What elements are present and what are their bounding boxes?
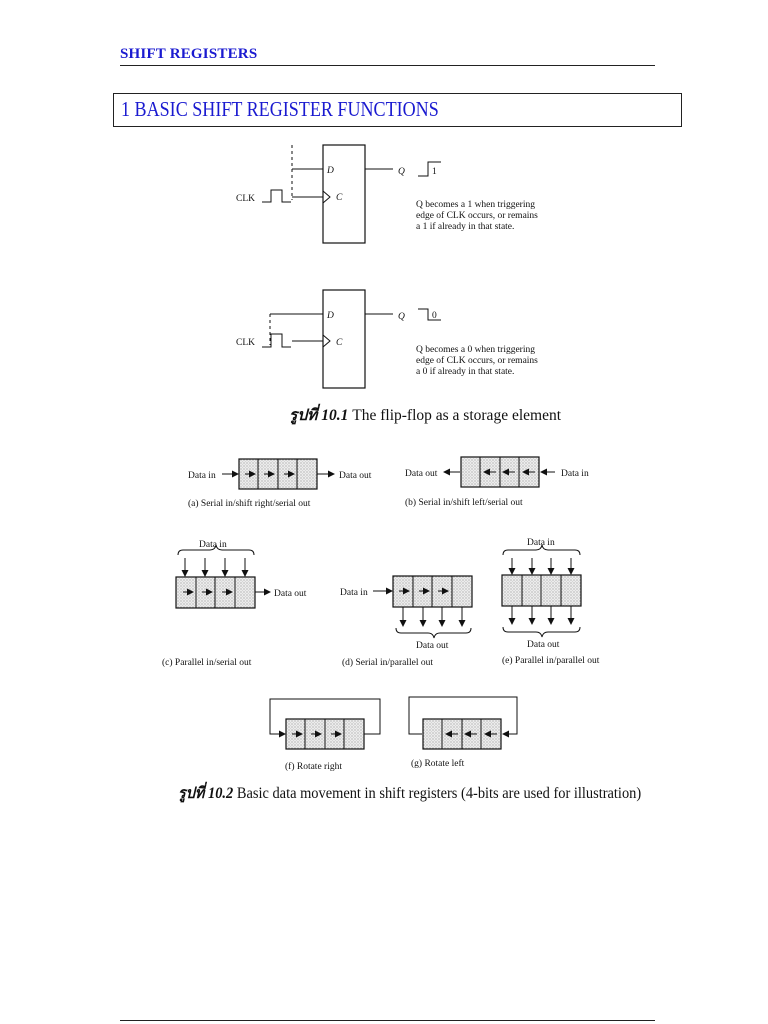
data-in-label: Data in [199,540,227,550]
d-label: D [327,311,334,321]
diagram-caption: (a) Serial in/shift right/serial out [188,499,311,509]
section-title: 1 BASIC SHIFT REGISTER FUNCTIONS [121,97,439,121]
diagram-caption: (c) Parallel in/serial out [162,658,252,668]
d-label: D [327,166,334,176]
q-label: Q [398,312,405,322]
c-label: C [336,338,343,348]
q-waveform-low [418,309,441,320]
note-line: edge of CLK occurs, or remains [416,356,538,366]
note-line: edge of CLK occurs, or remains [416,211,538,221]
brace [178,545,254,555]
brace [396,628,471,638]
diagram-c-parallel-in-serial-out [162,540,307,668]
diagram-a-serial-shift-right [188,459,372,509]
q-value: 0 [432,311,437,321]
flip-flop-box [323,290,365,388]
figure-10-2-caption [178,780,641,805]
diagram-caption: (b) Serial in/shift left/serial out [405,498,523,508]
figure-caption-text: The flip-flop as a storage element [348,407,562,424]
flip-flop-set [236,145,538,243]
brace [503,545,580,555]
q-waveform-high [418,162,441,176]
data-in-label: Data in [561,469,589,479]
note-line: a 1 if already in that state. [416,222,515,232]
c-label: C [336,193,343,203]
figure-10-1-caption [289,402,561,427]
footer-rule [120,1020,655,1021]
data-in-label: Data in [527,538,555,548]
clk-pulse [262,334,291,347]
diagram-caption: (f) Rotate right [285,762,342,772]
clk-label: CLK [236,194,255,204]
data-out-label: Data out [405,469,438,479]
figure-number: รูปที่ 10.1 [289,407,349,424]
figure-caption-text: Basic data movement in shift registers (4-bits are used for illustration) [233,785,642,802]
diagram-d-serial-in-parallel-out [340,576,472,668]
flip-flop-box [323,145,365,243]
q-value: 1 [432,167,437,177]
data-out-label: Data out [274,589,307,599]
q-label: Q [398,167,405,177]
clk-label: CLK [236,338,255,348]
figure-number: รูปที่ 10.2 [178,785,234,802]
data-out-label: Data out [339,471,372,481]
data-in-label: Data in [188,471,216,481]
data-out-label: Data out [527,640,560,650]
note-line: Q becomes a 1 when triggering [416,200,535,210]
diagram-b-serial-shift-left [405,457,589,508]
clk-pulse [262,190,291,202]
data-out-label: Data out [416,641,449,651]
diagram-caption: (g) Rotate left [411,759,465,769]
diagram-caption: (d) Serial in/parallel out [342,658,434,668]
diagram-caption: (e) Parallel in/parallel out [502,656,600,666]
page-header-title: SHIFT REGISTERS [120,46,258,62]
note-line: Q becomes a 0 when triggering [416,345,535,355]
note-line: a 0 if already in that state. [416,367,515,377]
diagram-e-parallel-in-parallel-out [502,538,600,666]
brace [503,627,580,637]
data-in-label: Data in [340,588,368,598]
flip-flop-reset [236,290,538,388]
diagram-g-rotate-left [409,697,517,769]
diagram-f-rotate-right [270,699,380,772]
